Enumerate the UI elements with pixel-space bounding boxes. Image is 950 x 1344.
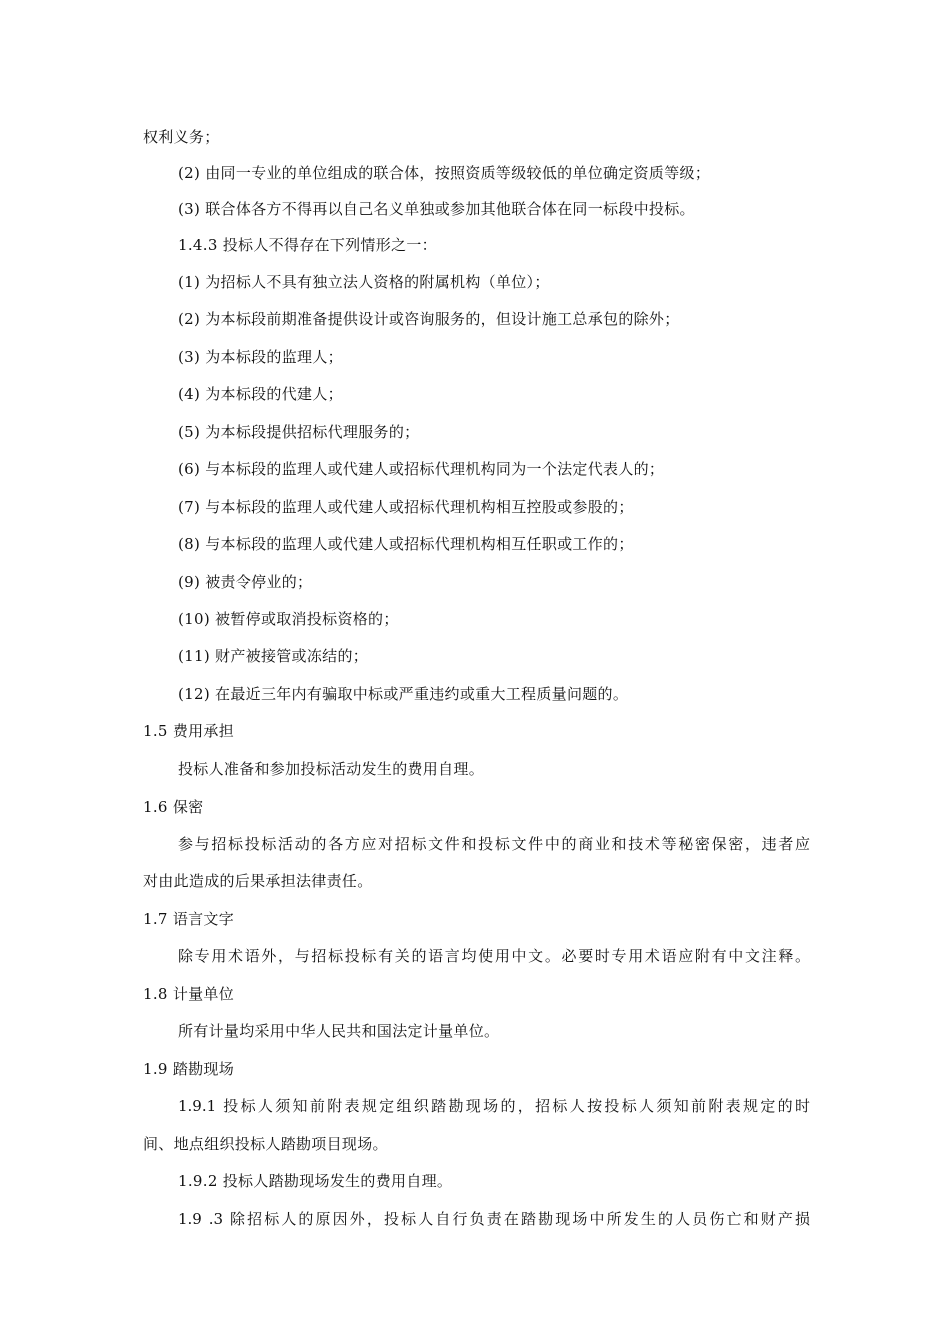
text-line: (1) 为招标人不具有独立法人资格的附属机构（单位）； <box>178 273 550 291</box>
text-line: 投标人准备和参加投标活动发生的费用自理。 <box>178 760 485 778</box>
text-line: (2) 由同一专业的单位组成的联合体，按照资质等级较低的单位确定资质等级； <box>178 164 711 182</box>
text-line: (9) 被责令停业的； <box>178 573 313 591</box>
text-line: 对由此造成的后果承担法律责任。 <box>143 872 373 890</box>
text-line: (8) 与本标段的监理人或代建人或招标代理机构相互任职或工作的； <box>178 535 634 553</box>
text-line: 1.4.3 投标人不得存在下列情形之一： <box>178 236 437 254</box>
section-heading: 1.9 踏勘现场 <box>143 1060 235 1078</box>
section-heading: 1.6 保密 <box>143 798 204 816</box>
text-line: 间、地点组织投标人踏勘项目现场。 <box>143 1135 388 1153</box>
section-heading: 1.5 费用承担 <box>143 722 235 740</box>
text-line: (3) 联合体各方不得再以自己名义单独或参加其他联合体在同一标段中投标。 <box>178 200 695 218</box>
text-line: 参与招标投标活动的各方应对招标文件和投标文件中的商业和技术等秘密保密，违者应 <box>178 835 810 853</box>
text-line: 1.9.2 投标人踏勘现场发生的费用自理。 <box>178 1172 453 1190</box>
section-heading: 1.7 语言文字 <box>143 910 235 928</box>
text-line: (4) 为本标段的代建人； <box>178 385 343 403</box>
text-line: (11) 财产被接管或冻结的； <box>178 647 369 665</box>
text-line: (10) 被暂停或取消投标资格的； <box>178 610 399 628</box>
text-line: (12) 在最近三年内有骗取中标或严重违约或重大工程质量问题的。 <box>178 685 629 703</box>
text-line: (2) 为本标段前期准备提供设计或咨询服务的，但设计施工总承包的除外； <box>178 310 680 328</box>
text-line: 权利义务； <box>143 128 220 146</box>
text-line: 所有计量均采用中华人民共和国法定计量单位。 <box>178 1022 500 1040</box>
text-line: (5) 为本标段提供招标代理服务的； <box>178 423 420 441</box>
text-line: 1.9.1 投标人须知前附表规定组织踏勘现场的，招标人按投标人须知前附表规定的时 <box>178 1097 810 1115</box>
section-heading: 1.8 计量单位 <box>143 985 235 1003</box>
text-line: (6) 与本标段的监理人或代建人或招标代理机构同为一个法定代表人的； <box>178 460 665 478</box>
text-line: (3) 为本标段的监理人； <box>178 348 343 366</box>
text-line: 1.9 .3 除招标人的原因外，投标人自行负责在踏勘现场中所发生的人员伤亡和财产损 <box>178 1210 810 1228</box>
text-line: (7) 与本标段的监理人或代建人或招标代理机构相互控股或参股的； <box>178 498 634 516</box>
text-line: 除专用术语外，与招标投标有关的语言均使用中文。必要时专用术语应附有中文注释。 <box>178 947 810 965</box>
